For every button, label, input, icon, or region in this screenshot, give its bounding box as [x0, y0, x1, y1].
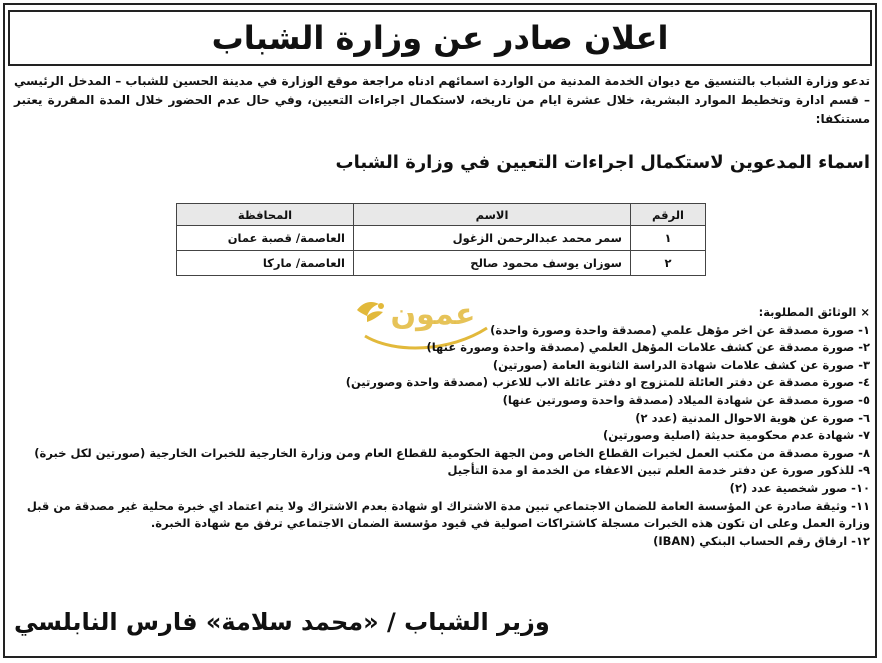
required-documents: [12, 304, 870, 550]
document-item: ٢- صورة مصدقة عن كشف علامات المؤهل العلمي (مصدقة واحدة وصورة عنها): [426, 340, 870, 355]
row-number: ١: [631, 226, 706, 251]
minister-signature: وزير الشباب / «محمد سلامة» فارس النابلسي: [14, 608, 550, 636]
table-row: [177, 226, 706, 251]
document-item: ٩- للذكور صورة عن دفتر خدمة العلم تبين الاعفاء من الخدمة او مدة التأجيل: [447, 463, 870, 478]
document-item: ١١- وثيقة صادرة عن المؤسسة العامة للضمان الاجتماعي تبين مدة الاشتراك او شهادة بعدم الاشتراك ولا يتم اعتماد اي خبرة محلية غير مصدقة من قبل وزارة العمل وعلى ان تكون هذه الخبرات مسجلة كاشتراكات اصولية في قيود مؤسسة الضمان الاجتماعي ترفق مع شهادة الخبرة.: [26, 498, 870, 531]
section-subtitle: اسماء المدعوين لاستكمال اجراءات التعيين في وزارة الشباب: [335, 152, 870, 173]
header-name: الاسم: [354, 204, 631, 226]
document-item: ٥- صورة مصدقة عن شهادة الميلاد (مصدقة واحدة وصورتين عنها): [502, 392, 870, 407]
watermark-text: عمون: [390, 297, 476, 332]
document-item: ٣- صورة عن كشف علامات شهادة الدراسة الثانوية العامة (صورتين): [492, 357, 870, 372]
document-item: ١٢- ارفاق رقم الحساب البنكي (IBAN): [653, 533, 870, 548]
invitees-table: [176, 203, 706, 276]
row-number: ٢: [631, 251, 706, 276]
documents-heading: × الوثائق المطلوبة:: [758, 305, 870, 319]
document-item: ٨- صورة مصدقة من مكتب العمل لخبرات القطاع الخاص ومن الجهة الحكومية للقطاع العام ومن وزارة الخارجية للخبرات الخارجية (صورتين لكل خبرة): [34, 445, 870, 460]
table-header-row: [177, 204, 706, 226]
document-item: ١- صورة مصدقة عن اخر مؤهل علمي (مصدقة واحدة وصورة واحدة): [490, 322, 870, 337]
header-governorate: المحافظة: [177, 204, 354, 226]
row-name: سمر محمد عبدالرحمن الزغول: [354, 226, 631, 251]
intro-paragraph: تدعو وزارة الشباب بالتنسيق مع ديوان الخدمة المدنية من الواردة اسمائهم ادناه مراجعة موقع الوزارة في مدينة الحسين للشباب – المدخل الرئيسي – قسم ادارة وتخطيط الموارد البشرية، خلال عشرة ايام من تاريخه، لاستكمال اجراءات التعيين، وفي حال عدم الحضور خلال المدة المقررة يعتبر مستنكفا:: [14, 74, 870, 126]
row-name: سوزان يوسف محمود صالح: [354, 251, 631, 276]
page-title: اعلان صادر عن وزارة الشباب: [211, 19, 669, 57]
table-row: [177, 251, 706, 276]
document-item: ٦- صورة عن هوية الاحوال المدنية (عدد ٢): [635, 410, 870, 425]
row-governorate: العاصمة/ ماركا: [177, 251, 354, 276]
header-number: الرقم: [631, 204, 706, 226]
document-item: ١٠- صور شخصية عدد (٢): [729, 480, 870, 495]
document-item: ٤- صورة مصدقة عن دفتر العائلة للمتزوج او دفتر عائلة الاب للاعزب (مصدقة واحدة وصورتين): [345, 375, 870, 390]
title-box: [8, 10, 872, 66]
row-governorate: العاصمة/ قصبة عمان: [177, 226, 354, 251]
document-item: ٧- شهادة عدم محكومية حديثة (اصلية وصورتين): [602, 428, 870, 443]
